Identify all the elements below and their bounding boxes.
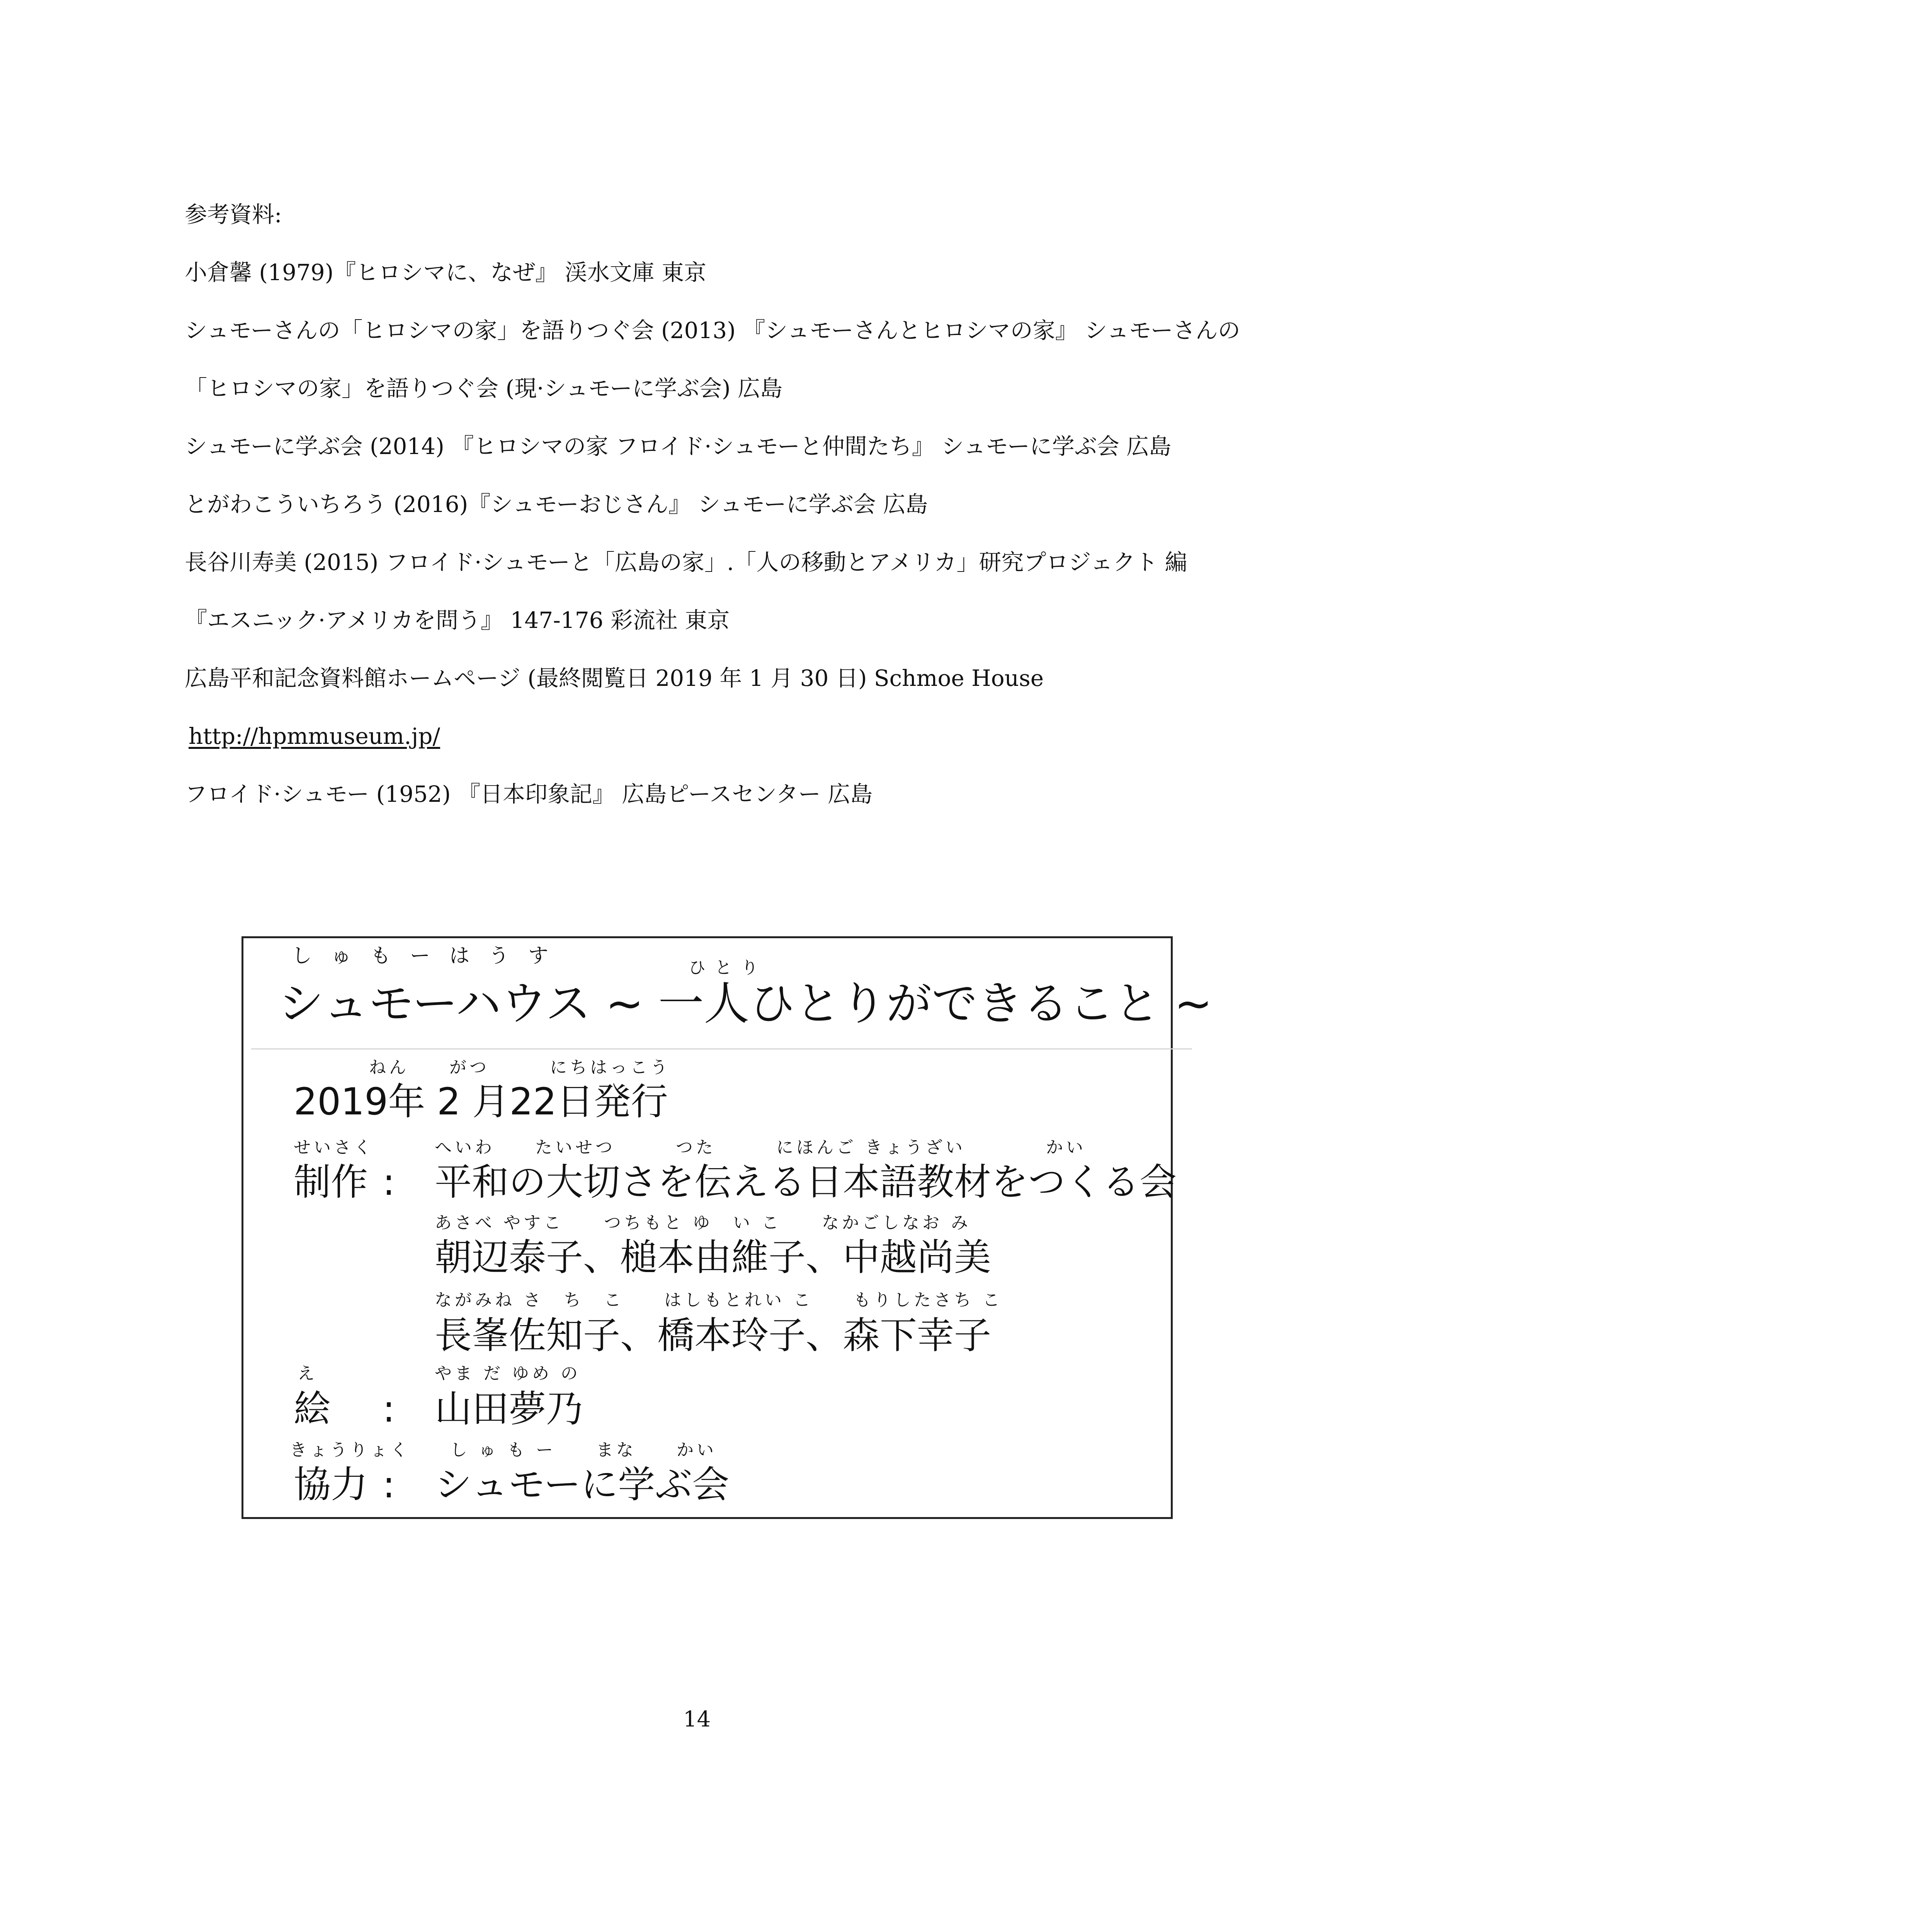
title-ruby-reading-2: ひとり	[689, 958, 767, 978]
reference-line: とがわこういちろう (2016)『シュモーおじさん』 シュモーに学ぶ会 広島	[185, 491, 928, 517]
publication-date: 2019年 2 月22日発行	[294, 1080, 668, 1123]
reference-link-line	[185, 707, 1228, 765]
credit-label-illustration: 絵	[294, 1387, 331, 1431]
reference-line: 小倉馨 (1979)『ヒロシマに、なぜ』 渓水文庫 東京	[185, 259, 707, 286]
colophon-title: シュモーハウス ~ 一人ひとりができること ~	[278, 977, 1213, 1030]
page-number: 14	[683, 1707, 711, 1732]
credit-label-ruby: せいさく	[294, 1138, 374, 1157]
credit-value-ruby: やま だ ゆめ の	[435, 1364, 581, 1383]
credit-label-ruby: え	[298, 1364, 318, 1383]
reference-line: 『エスニック·アメリカを問う』 147-176 彩流社 東京	[185, 607, 730, 633]
museum-link[interactable]: http://hpmmuseum.jp/	[189, 723, 440, 749]
reference-line: 「ヒロシマの家」を語りつぐ会 (現·シュモーに学ぶ会) 広島	[185, 375, 783, 401]
credit-label-production: 制作	[294, 1160, 368, 1204]
credit-value-illustration: 山田夢乃	[435, 1387, 583, 1431]
credit-value-ruby: し ゅ も ー まな かい	[450, 1440, 717, 1460]
reference-line: シュモーに学ぶ会 (2014) 『ヒロシマの家 フロイド·シュモーと仲間たち』 シュモーに学ぶ会 広島	[185, 433, 1172, 459]
credit-label-ruby: きょうりょく	[290, 1440, 410, 1460]
credit-members-line-2: 長峯佐知子、橋本玲子、森下幸子	[435, 1314, 991, 1357]
date-ruby-reading: ねん がつ にちはっこう	[369, 1058, 670, 1077]
references-heading: 参考資料:	[185, 201, 282, 228]
reference-line: シュモーさんの「ヒロシマの家」を語りつぐ会 (2013) 『シュモーさんとヒロシマの家』 シュモーさんの	[185, 317, 1240, 344]
references-section	[185, 185, 1240, 823]
colophon-box	[242, 936, 1213, 1519]
credit-separator: :	[383, 1463, 395, 1506]
credit-separator: :	[383, 1387, 395, 1431]
credit-value-ruby: ながみね さ ち こ はしもとれい こ もりしたさち こ	[435, 1290, 1003, 1310]
reference-line: 長谷川寿美 (2015) フロイド·シュモーと「広島の家」.「人の移動とアメリカ」研究プロジェクト 編	[185, 549, 1187, 575]
reference-line: 広島平和記念資料館ホームページ (最終閲覧日 2019 年 1 月 30 日) Schmoe House	[185, 665, 1044, 691]
credit-separator: :	[383, 1160, 395, 1204]
credit-value-production: 平和の大切さを伝える日本語教材をつくる会	[435, 1160, 1177, 1204]
title-ruby-reading-1: しゅもーはうす	[292, 944, 568, 968]
credit-value-ruby: あさべ やすこ つちもと ゆ い こ なかごしなお み	[435, 1213, 971, 1233]
colophon-divider	[251, 1048, 1192, 1050]
credit-value-cooperation: シュモーに学ぶ会	[435, 1463, 730, 1506]
credit-value-ruby: へいわ たいせつ つた にほんご きょうざい かい	[435, 1138, 1086, 1157]
credit-members-line-1: 朝辺泰子、槌本由維子、中越尚美	[435, 1236, 991, 1279]
reference-line: フロイド·シュモー (1952) 『日本印象記』 広島ピースセンター 広島	[185, 781, 873, 807]
credit-label-cooperation: 協力	[294, 1463, 368, 1506]
